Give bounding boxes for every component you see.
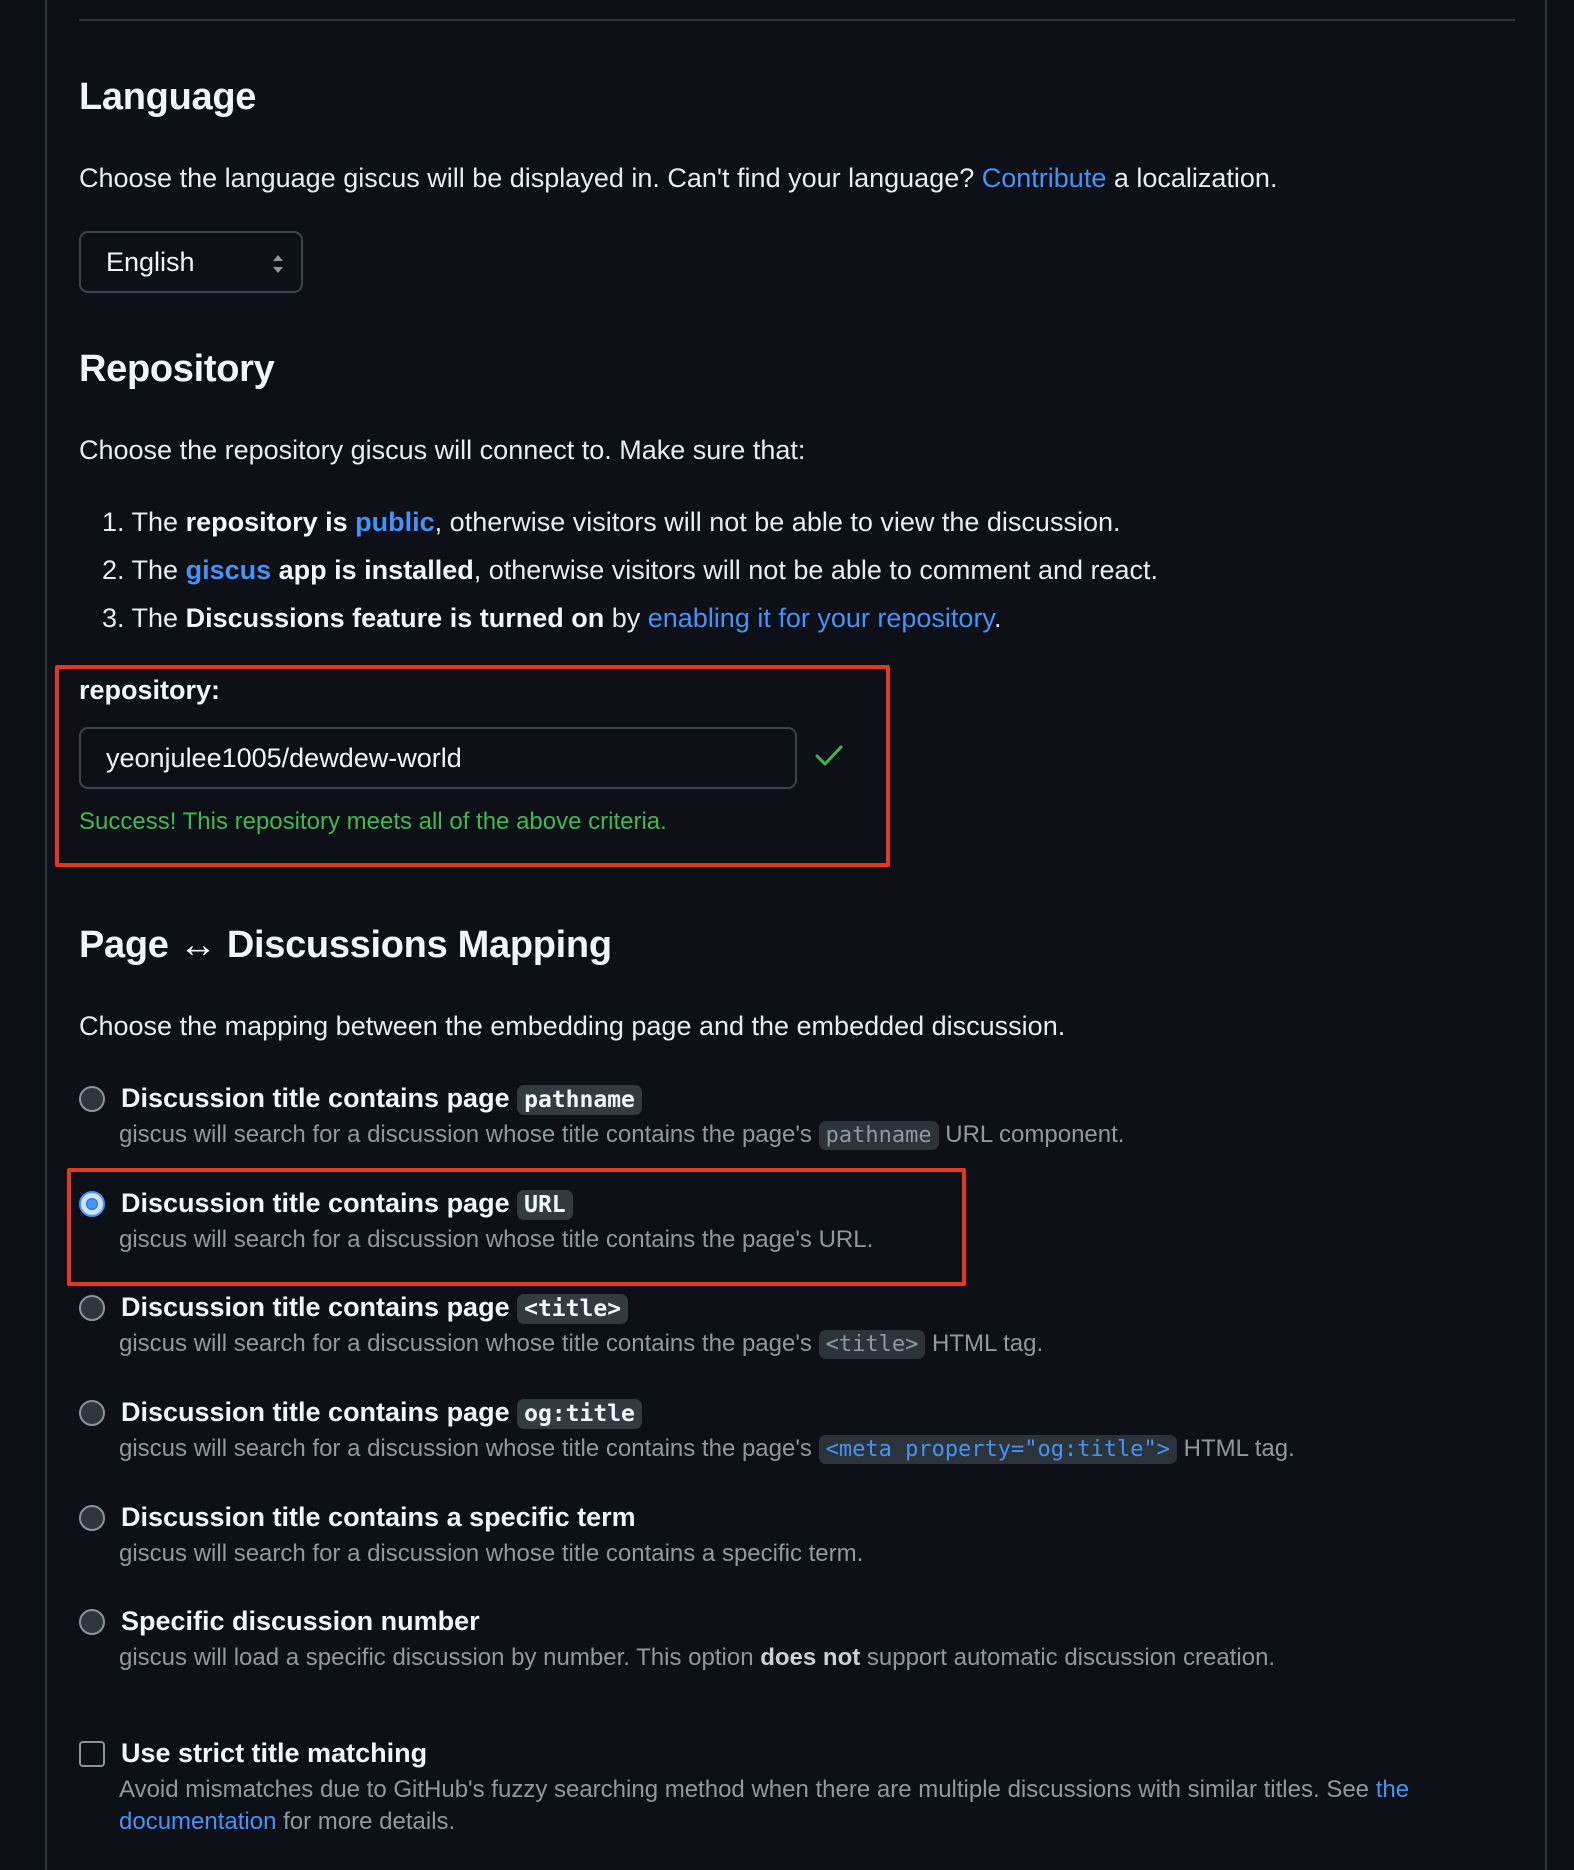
strict-matching-desc-line2: documentation for more details. [119,1808,456,1835]
check-icon [814,743,844,769]
mapping-option-specific-number-desc: giscus will load a specific discussion by number. This option does not support automatic discussion creation. [119,1644,1276,1671]
mapping-heading: Page ↔ Discussions Mapping [79,924,612,966]
repository-success-message: Success! This repository meets all of the above criteria. [79,808,667,835]
mapping-option-title-desc: giscus will search for a discussion whose title contains the page's <title> HTML tag. [119,1330,1044,1357]
repository-intro: Choose the repository giscus will connect to. Make sure that: [79,435,806,465]
language-description: Choose the language giscus will be displayed in. Can't find your language? Contribute a localization. [79,163,1278,193]
documentation-link-part2[interactable]: documentation [119,1808,277,1835]
mapping-radio-specific-term[interactable] [79,1505,105,1531]
public-link[interactable]: public [355,507,435,537]
mapping-radio-title[interactable] [79,1295,105,1321]
mapping-option-specific-number-title[interactable]: Specific discussion number [121,1606,480,1636]
mapping-radio-pathname[interactable] [79,1086,105,1112]
mapping-option-specific-term-desc: giscus will search for a discussion whose title contains a specific term. [119,1540,864,1567]
repository-field-label: repository: [79,675,221,705]
top-divider [79,19,1515,21]
select-arrows-icon [271,251,285,277]
repository-heading: Repository [79,348,275,390]
mapping-option-og-title-title[interactable]: Discussion title contains page og:title [121,1397,642,1428]
language-select[interactable] [79,231,303,293]
language-heading: Language [79,76,257,118]
mapping-radio-specific-number[interactable] [79,1609,105,1635]
language-select-value: English [106,246,195,277]
mapping-option-og-title-desc: giscus will search for a discussion whose title contains the page's <meta property="og:title"> HTML tag. [119,1435,1295,1462]
repository-input[interactable] [79,727,797,789]
strict-matching-label[interactable]: Use strict title matching [121,1738,428,1768]
criteria-item-public: 1. The repository is public, otherwise visitors will not be able to view the discussion. [102,507,1121,537]
strict-matching-desc: Avoid mismatches due to GitHub's fuzzy searching method when there are multiple discussions with similar titles. See the [119,1776,1410,1803]
documentation-link-part1[interactable]: the [1375,1776,1410,1803]
mapping-intro: Choose the mapping between the embedding page and the embedded discussion. [79,1011,1066,1041]
mapping-option-pathname-title[interactable]: Discussion title contains page pathname [121,1083,642,1114]
mapping-radio-og-title[interactable] [79,1400,105,1426]
mapping-option-url-title[interactable]: Discussion title contains page URL [121,1188,573,1219]
mapping-option-specific-term-title[interactable]: Discussion title contains a specific term [121,1502,636,1532]
giscus-app-link[interactable]: giscus [185,555,272,585]
mapping-option-pathname-desc: giscus will search for a discussion whose title contains the page's pathname URL component. [119,1121,1125,1148]
contribute-link[interactable]: Contribute [981,163,1107,193]
mapping-radio-url[interactable] [79,1191,105,1217]
criteria-item-app-installed: 2. The giscus app is installed, otherwise visitors will not be able to comment and react. [102,555,1159,585]
criteria-item-discussions-on: 3. The Discussions feature is turned on by enabling it for your repository. [102,603,1002,633]
mapping-option-title-title[interactable]: Discussion title contains page <title> [121,1292,628,1323]
strict-matching-checkbox[interactable] [79,1741,105,1767]
enable-discussions-link[interactable]: enabling it for your repository [647,603,994,633]
mapping-option-url-desc: giscus will search for a discussion whose title contains the page's URL. [119,1226,874,1253]
